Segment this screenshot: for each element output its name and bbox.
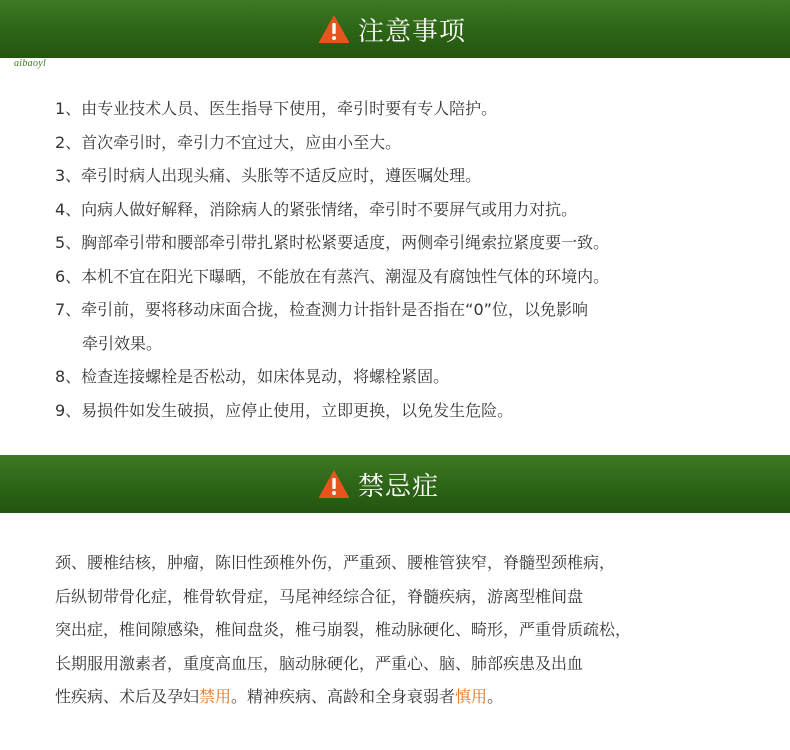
contraindications-line: 后纵韧带骨化症，椎骨软骨症，马尾神经综合征，脊髓疾病，游离型椎间盘	[55, 586, 584, 606]
notice-item-9: 9、易损件如发生破损，应停止使用，立即更换，以免发生危险。	[55, 400, 514, 420]
notice-item-5: 5、胸部牵引带和腰部牵引带扎紧时松紧要适度，两侧牵引绳索拉紧度要一致。	[55, 233, 610, 252]
notice-item-8: 8、检查连接螺栓是否松动，如床体晃动，将螺栓紧固。	[55, 367, 450, 386]
notice-banner	[0, 0, 790, 58]
notice-item-7-continuation: 牵引效果。	[82, 333, 163, 353]
contraindications-line: 长期服用激素者，重度高血压，脑动脉硬化，严重心、脑、肺部疾患及出血	[55, 653, 584, 673]
contraindications-line: 颈、腰椎结核，肿瘤，陈旧性颈椎外伤，严重颈、腰椎管狭窄，脊髓型颈椎病，	[55, 553, 616, 572]
contraindications-banner	[0, 455, 790, 513]
prohibited-label: 禁用	[199, 687, 232, 706]
warning-triangle-icon	[318, 469, 350, 499]
notice-item-1: 1、由专业技术人员、医生指导下使用，牵引时要有专人陪护。	[55, 99, 498, 118]
notice-item-6: 6、本机不宜在阳光下曝晒，不能放在有蒸汽、潮湿及有腐蚀性气体的环境内。	[55, 266, 610, 286]
notice-item-2: 2、首次牵引时，牵引力不宜过大，应由小至大。	[55, 132, 402, 152]
contraindications-last-line: 性疾病、术后及孕妇禁用。精神疾病、高龄和全身衰弱者慎用。	[55, 687, 504, 706]
notice-item-4: 4、向病人做好解释，消除病人的紧张情绪，牵引时不要屏气或用力对抗。	[55, 199, 578, 219]
notice-title: 注意事项	[358, 16, 467, 47]
notice-item-7: 7、牵引前，要将移动床面合拢，检查测力计指针是否指在“0”位，以免影响 牵引效果。	[55, 293, 775, 360]
notice-item-3: 3、牵引时病人出现头痛、头胀等不适反应时，遵医嘱处理。	[55, 166, 482, 185]
notice-list	[55, 92, 775, 427]
contraindications-line: 突出症，椎间隙感染，椎间盘炎，椎弓崩裂，椎动脉硬化、畸形，严重骨质疏松，	[55, 620, 632, 639]
warning-triangle-icon	[318, 14, 350, 44]
logo-text: aibaoyl	[14, 58, 47, 69]
contraindications-text	[55, 546, 785, 714]
caution-label: 慎用	[455, 687, 488, 706]
contraindications-title: 禁忌症	[358, 471, 440, 502]
